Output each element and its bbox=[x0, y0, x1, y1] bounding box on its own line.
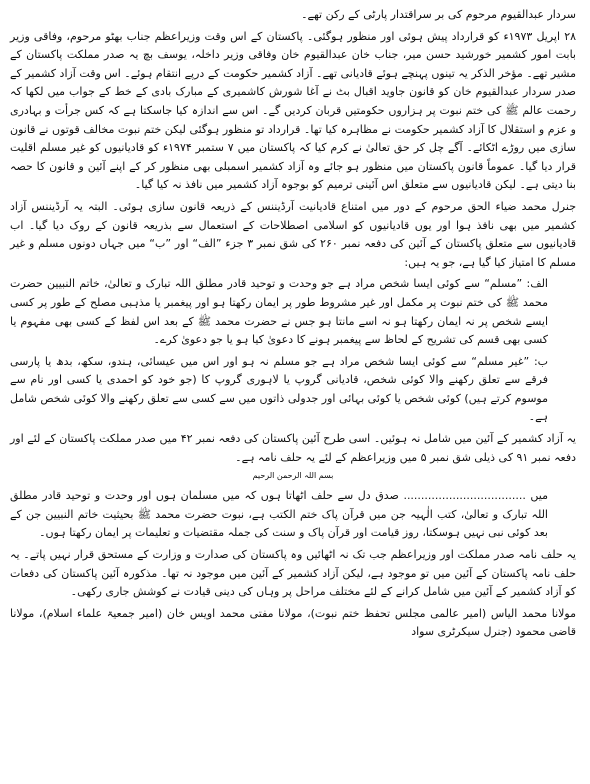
clause-alif: الف: ”مسلم“ سے کوئی ایسا شخص مراد ہے جو وحدت و توحید قادر مطلق اللہ تبارک و تعالیٰ، خاتم النبیین حضرت محمد ﷺ کی ختم نبوت پر مکمل اور غیر مشروط طور پر ایمان رکھتا ہو اور پیغمبر یا مذہبی مصلح کے طور پر کسی ایسے شخص پر نہ ایمان رکھتا ہو نہ اسے مانتا ہو جس نے حضرت محمد ﷺ کے بعد اس لفظ کے کسی بھی مفہوم یا کسی بھی قسم کی تشریح کے لحاظ سے پیغمبر ہونے کا دعویٰ کیا ہو یا جو دعویٰ کرے۔ bbox=[10, 277, 548, 347]
oath-text: میں ................................... صدق دل سے حلف اٹھاتا ہوں کہ میں مسلمان ہوں اور وحدت و توحید قادر مطلق اللہ تبارک و تعالیٰ، کتب الٰہیہ جن میں قرآن پاک ختم الکتب ہے، نبوت حضرت محمد ﷺ بحیثیت خاتم النبیین جن کے بعد کوئی نبی نہیں ہوسکتا، روز قیامت اور قرآن پاک و سنت کی جملہ مقتضیات و تعلیمات پر ایمان رکھتا ہوں۔ bbox=[10, 489, 548, 540]
constitution-paragraph: یہ آزاد کشمیر کے آئین میں شامل نہ ہوئیں۔ اسی طرح آئین پاکستان کی دفعہ نمبر ۴۲ میں صدر مملکت پاکستان کے لئے اور دفعہ نمبر ۹۱ کی ذیلی شق نمبر ۵ میں وزیراعظم کے لئے یہ حلف نامہ ہے۔ bbox=[10, 432, 576, 464]
bismillah-heading: بسم اللہ الرحمن الرحیم bbox=[252, 471, 334, 481]
oath-note-paragraph: یہ حلف نامہ صدر مملکت اور وزیراعظم جب تک نہ اٹھائیں وہ پاکستان کی صدارت و وزارت کے مستحق قرار نہیں پاتے۔ یہ حلف نامہ پاکستان کے آئین میں تو موجود ہے، لیکن آزاد کشمیر کے آئین میں موجود نہ تھا۔ مذکورہ آئین پاکستان کی دفعات کو آزاد کشمیر کے آئین میں شامل کرانے کے لئے مختلف مراحل پر وہاں کی دینی قیادت نے کوشش جاری رکھی۔ bbox=[10, 548, 576, 599]
scholars-paragraph: مولانا محمد الیاس (امیر عالمی مجلس تحفظ ختم نبوت)، مولانا مفتی محمد اویس خان (امیر جمعیۃ علماء اسلام)، مولانا قاضی محمود (جنرل سیکرٹری سواد bbox=[10, 606, 576, 639]
resolution-paragraph: ۲۸ اپریل ۱۹۷۳ء کو قرارداد پیش ہوئی اور منظور ہوگئی۔ پاکستان کے اس وقت وزیراعظم جناب بھٹو مرحوم، وفاقی وزیر بابت امور کشمیر خورشید حسن میر، جناب خان عبدالقیوم خان وفاقی وزیر داخلہ، یوسف بچ یہ صدر مملکت پاکستان کے مشیر تھے۔ مؤخر الذکر یہ تینوں پہنچے ہوئے قادیانی تھے۔ آزاد کشمیر حکومت کے درپے انتقام ہوئے۔ اس وقت آزاد کشمیر کے صدر سردار عبدالقیوم خان کو قانون جاوید اقبال بٹ نے آغا شورش کاشمیری کے مبارک بادی کے خط کے جواب میں لکھا کہ رحمت عالم ﷺ کی ختم نبوت پر ہزاروں حکومتیں قربان کردیں گے۔ اس سے اندازہ کیا جاسکتا ہے کہ کس جرأت و بہادری و عزم و استقلال کا آزاد کشمیر حکومت نے مظاہرہ کیا تھا۔ قرارداد تو منظور ہوگئی لیکن ختم نبوت مخالف قوتوں نے قانون سازی میں روڑے اٹکائے۔ آگے چل کر حق تعالیٰ نے کرم کیا کہ پاکستان میں ۷ ستمبر ۱۹۷۴ء کو قادیانیوں کو غیر مسلم اقلیت قرار دیا گیا۔ عموماً قانون پاکستان میں منظور ہو جائے وہ آزاد کشمیر اسمبلی بھی منظور کر کے اپنے آئین و قانون کا حصہ بنا دیتی ہے۔ لیکن قادیانیوں سے متعلق اس آئینی ترمیم کو بوجوہ آزاد کشمیر میں نافذ نہ کیا گیا۔ bbox=[10, 29, 577, 192]
ordinance-paragraph: جنرل محمد ضیاء الحق مرحوم کے دور میں امتناع قادیانیت آرڈیننس کے ذریعہ قانون سازی ہوئی۔ البتہ یہ آرڈیننس آزاد کشمیر میں بھی نافذ ہوا اور یوں قادیانیوں کو اسلامی اصطلاحات کے استعمال سے بذریعہ قانون کے روک دیا گیا۔ اب قادیانیوں سے متعلق پاکستان کے آئین کی دفعہ نمبر ۲۶۰ کی شق نمبر ۳ جزء ”الف“ اور ”ب“ میں جہاں دونوں مسلم و غیر مسلم کا امتیاز کیا گیا ہے، جو یہ ہیں: bbox=[10, 199, 577, 269]
intro-line: سردار عبدالقیوم مرحوم کی بر سراقتدار پارٹی کے رکن تھے۔ bbox=[301, 8, 576, 21]
clause-bay: ب: ”غیر مسلم“ سے کوئی ایسا شخص مراد ہے جو مسلم نہ ہو اور اس میں عیسائی، ہندو، سکھ، بدھ یا پارسی فرقے سے تعلق رکھنے والا کوئی شخص، قادیانی گروپ یا لاہوری گروپ کا (جو خود کو احمدی یا کسی اور نام سے موسوم کرتے ہیں) کوئی شخص یا کوئی بہائی اور جدولی ذاتوں میں سے کسی سے تعلق رکھنے والا کوئی شخص شامل ہے۔ bbox=[10, 354, 548, 424]
